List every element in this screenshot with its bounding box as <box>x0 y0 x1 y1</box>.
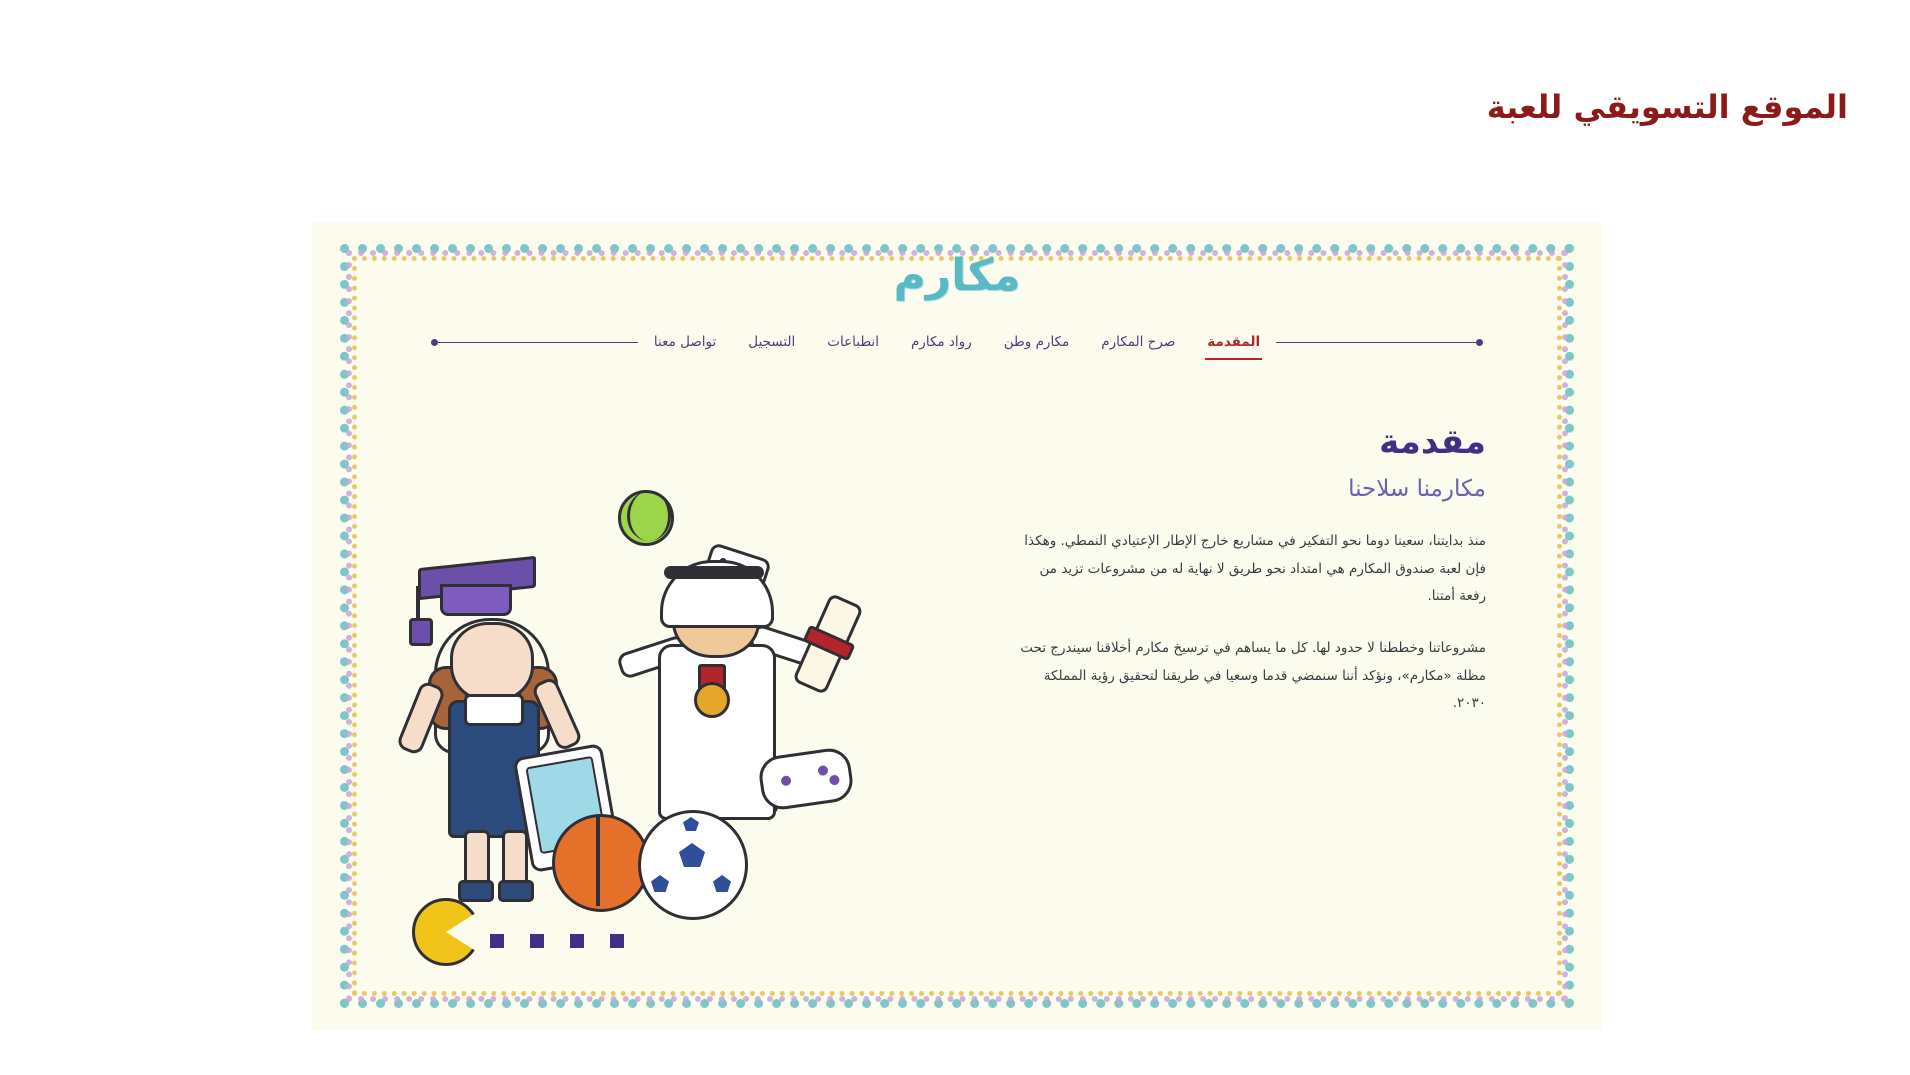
nav-item-intro[interactable]: المقدمة <box>1205 330 1262 354</box>
pacman-icon <box>412 898 480 966</box>
website-mockup <box>312 222 1602 1030</box>
nav-item-ruwwad-makarem[interactable]: رواد مكارم <box>910 334 972 350</box>
boy-medal-icon <box>694 682 730 718</box>
girl-face <box>450 622 534 702</box>
nav-rule-right <box>1276 342 1476 343</box>
page-title: الموقع التسويقي للعبة <box>1486 88 1848 126</box>
pac-dot <box>570 934 584 948</box>
site-logo-text: مكارم <box>893 250 1021 301</box>
nav-item-contact-us[interactable]: تواصل معنا <box>653 334 717 350</box>
girl-shoe-right <box>498 880 534 902</box>
nav-item-registration[interactable]: التسجيل <box>748 334 796 350</box>
nav-rule-left <box>438 342 638 343</box>
girl-collar <box>464 694 524 726</box>
hero-illustration <box>372 382 1004 970</box>
pac-dot <box>610 934 624 948</box>
nav-item-list <box>652 330 1262 354</box>
hero-section <box>372 382 1542 970</box>
pac-dot <box>530 934 544 948</box>
boy-igal-band <box>664 566 764 579</box>
girl-shoe-left <box>458 880 494 902</box>
hero-paragraph-1: منذ بدايتنا، سعينا دوما نحو التفكير في مشاريع خارج الإطار الإعتيادي النمطي. وهكذا فإن لعبة صندوق المكارم هي امتداد نحو طريق لا نهاية له من مشروعات تزيد من رفعة أمتنا. <box>1024 533 1486 605</box>
tennis-ball-icon <box>618 490 674 546</box>
soccer-ball-icon <box>638 810 748 920</box>
pac-dot <box>490 934 504 948</box>
nav-item-sarh-almakarem[interactable]: صرح المكارم <box>1101 334 1176 350</box>
main-navigation <box>312 322 1602 362</box>
hero-text-column <box>1004 382 1542 970</box>
site-logo[interactable] <box>852 240 1062 312</box>
nav-item-makarem-watan[interactable]: مكارم وطن <box>1003 334 1070 350</box>
nav-item-impressions[interactable]: انطباعات <box>827 334 879 350</box>
hero-subtitle: مكارمنا سلاحنا <box>1348 476 1486 502</box>
hero-title: مقدمة <box>1379 422 1486 462</box>
basketball-icon <box>552 814 650 912</box>
hero-paragraph-2: مشروعاتنا وخططنا لا حدود لها. كل ما يساهم في ترسيخ مكارم أخلاقنا سيندرج تحت مظلة «مكارم»، ونؤكد أننا سنمضي قدما وسعيا في طريقنا لتحقيق رؤية المملكة ٢٠٣٠. <box>1020 640 1486 712</box>
